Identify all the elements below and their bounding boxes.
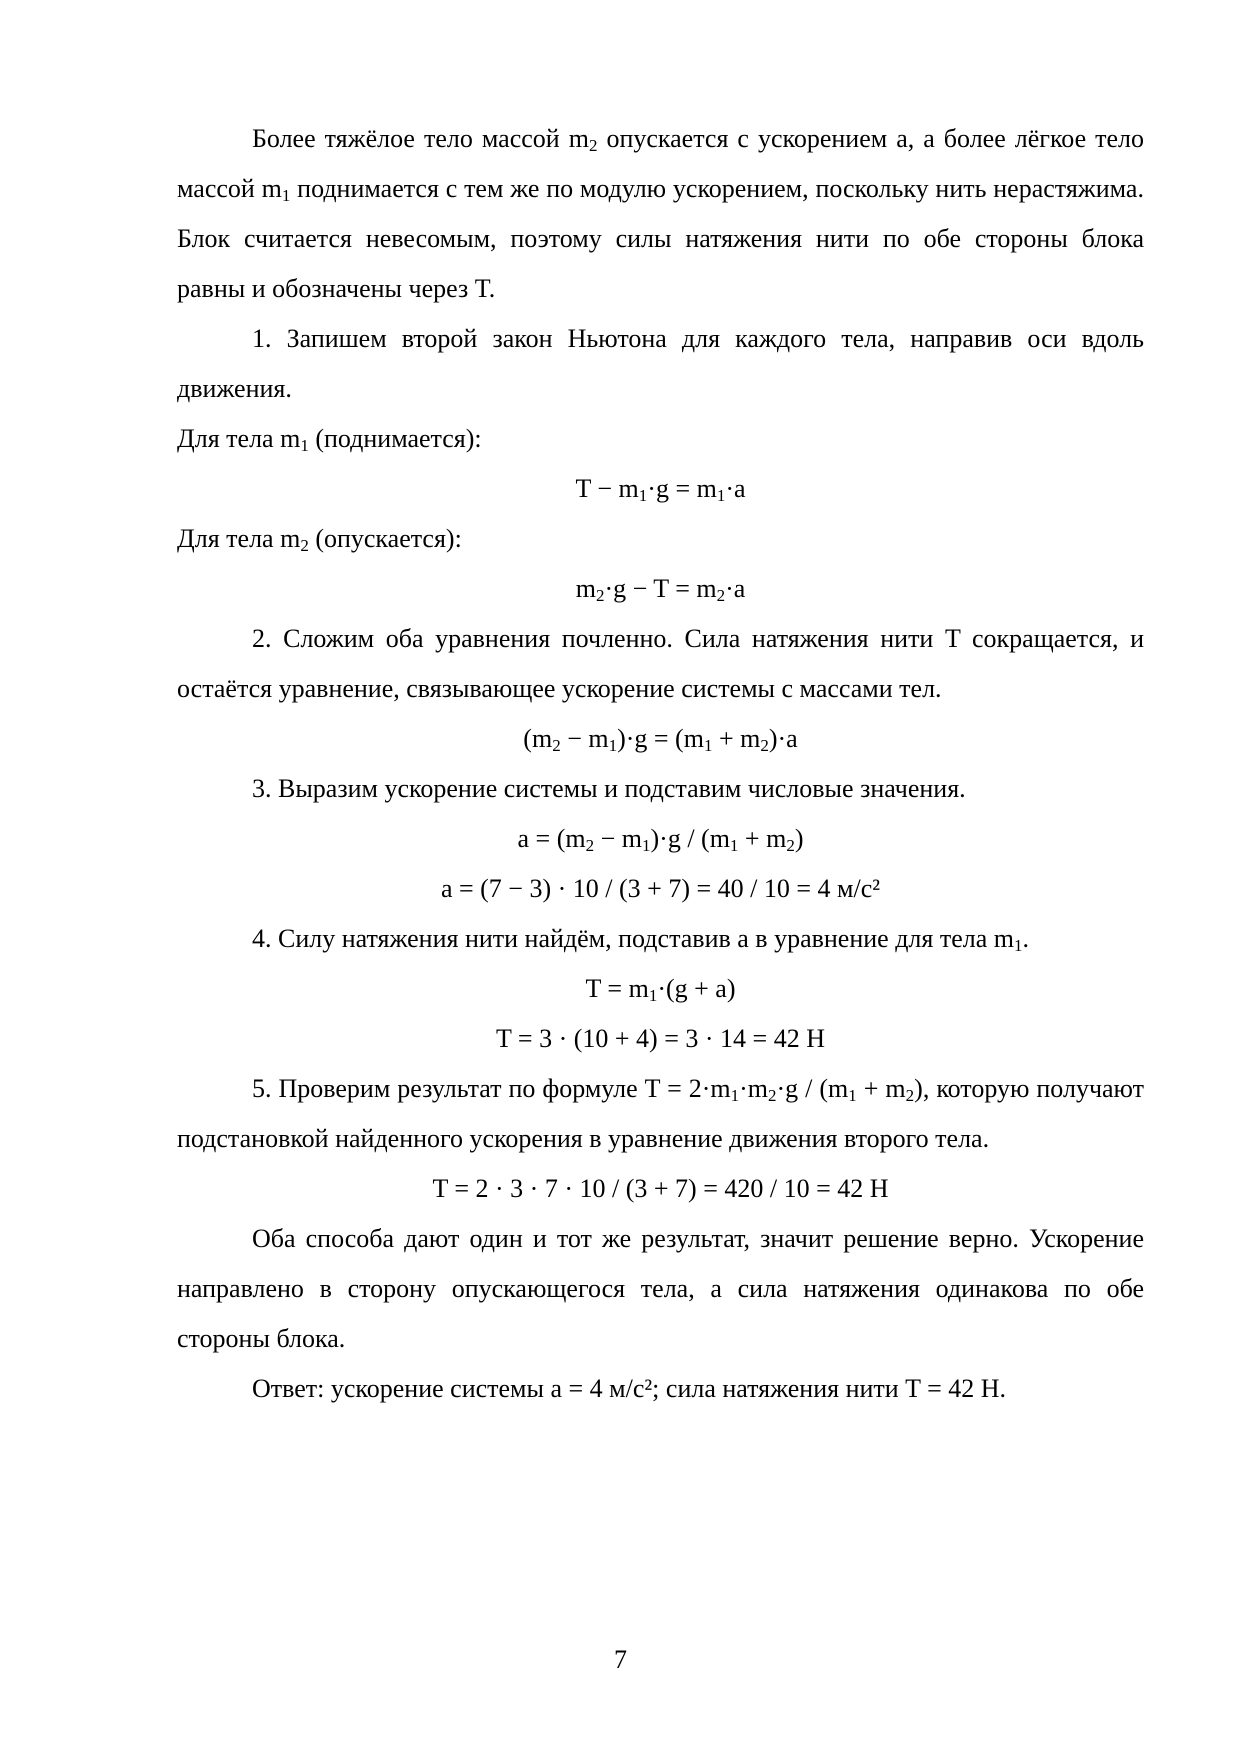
subscript: 2 [716, 586, 726, 605]
text-run: 4. Силу натяжения нити найдём, подставив a в уравнение для тела m [252, 924, 1015, 953]
formula-sum [177, 714, 1144, 764]
text-run: a = (m [517, 824, 586, 853]
text-run: поднимается с тем же по модулю ускорением, поскольку нить нерастяжима. Блок считается невесомым, поэтому силы натяжения нити по обе стороны блока равны и обозначены через T. [177, 174, 1144, 303]
paragraph-step-2: 2. Сложим оба уравнения почленно. Сила натяжения нити T сокращается, и остаётся уравнение, связывающее ускорение системы с массами тел. [177, 624, 1144, 703]
label-body-1 [177, 414, 1144, 464]
formula-check-numeric: T = 2 · 3 · 7 · 10 / (3 + 7) = 420 / 10 = 42 Н [432, 1174, 889, 1203]
text-run: ), которую получают подстановкой найденного ускорения в уравнение движения второго тела. [177, 1074, 1144, 1153]
text-run: ·g / (m [776, 1074, 849, 1103]
formula-body-2 [177, 564, 1144, 614]
text-run: ·m [739, 1074, 769, 1103]
text-run: )·g / (m [650, 824, 730, 853]
subscript: 1 [848, 1086, 857, 1105]
subscript: 1 [648, 986, 658, 1005]
text-run: )·g = (m [617, 724, 704, 753]
subscript: 2 [905, 1086, 915, 1105]
text-run: (поднимается): [308, 424, 482, 453]
text-run: − m [594, 824, 642, 853]
subscript: 1 [729, 836, 739, 855]
text-run: + m [712, 724, 761, 753]
paragraph-step-4 [177, 914, 1144, 964]
paragraph-step-5 [177, 1064, 1144, 1164]
text-run: ·a [725, 474, 746, 503]
text-run: )·a [768, 724, 798, 753]
subscript: 2 [300, 536, 309, 555]
subscript: 1 [642, 836, 651, 855]
text-run: T − m [575, 474, 639, 503]
subscript: 1 [716, 486, 726, 505]
paragraph-intro [177, 114, 1144, 314]
text-run: ·g − T = m [604, 574, 717, 603]
subscript: 2 [552, 736, 561, 755]
formula-body-1 [177, 464, 1144, 514]
subscript: 2 [585, 836, 595, 855]
subscript: 2 [786, 836, 795, 855]
document-page [177, 114, 1144, 1414]
text-run: . [1022, 924, 1030, 953]
subscript: 1 [608, 736, 618, 755]
label-body-2 [177, 514, 1144, 564]
subscript: 2 [595, 586, 605, 605]
text-run: m [575, 574, 596, 603]
text-run: (опускается): [308, 524, 462, 553]
formula-tension-numeric: T = 3 · (10 + 4) = 3 · 14 = 42 Н [496, 1024, 825, 1053]
paragraph-step-1: 1. Запишем второй закон Ньютона для каждого тела, направив оси вдоль движения. [177, 324, 1144, 403]
text-run: T = m [585, 974, 649, 1003]
text-run: ·g = m [647, 474, 717, 503]
subscript: 1 [281, 186, 291, 205]
page-number: 7 [614, 1645, 627, 1674]
text-run: + m [856, 1074, 906, 1103]
text-run: ·(g + a) [657, 974, 736, 1003]
text-run: опускается с ускорением a, а более лёгкое тело массой m [177, 124, 1145, 203]
subscript: 2 [588, 136, 598, 155]
paragraph-conclusion: Оба способа дают один и тот же результат, значит решение верно. Ускорение направлено в сторону опускающегося тела, а сила натяжения одинакова по обе стороны блока. [177, 1224, 1144, 1353]
formula-acceleration-numeric: a = (7 − 3) · 10 / (3 + 7) = 40 / 10 = 4 м/с² [440, 874, 881, 903]
text-run: Для тела m [177, 424, 301, 453]
subscript: 1 [703, 736, 713, 755]
subscript: 1 [730, 1086, 740, 1105]
text-run: ·a [725, 574, 746, 603]
text-run: Более тяжёлое тело массой m [252, 124, 589, 153]
subscript: 1 [638, 486, 648, 505]
formula-tension [177, 964, 1144, 1014]
text-run: − m [560, 724, 609, 753]
text-run: + m [738, 824, 787, 853]
text-run: (m [523, 724, 553, 753]
subscript: 1 [1014, 936, 1023, 955]
text-run: ) [794, 824, 804, 853]
paragraph-answer: Ответ: ускорение системы a = 4 м/с²; сила натяжения нити T = 42 Н. [252, 1374, 1007, 1403]
subscript: 2 [760, 736, 769, 755]
formula-acceleration [177, 814, 1144, 864]
text-run: Для тела m [177, 524, 301, 553]
paragraph-step-3: 3. Выразим ускорение системы и подставим числовые значения. [252, 774, 966, 803]
subscript: 1 [300, 436, 309, 455]
subscript: 2 [768, 1086, 777, 1105]
text-run: 5. Проверим результат по формуле T = 2·m [252, 1074, 731, 1103]
